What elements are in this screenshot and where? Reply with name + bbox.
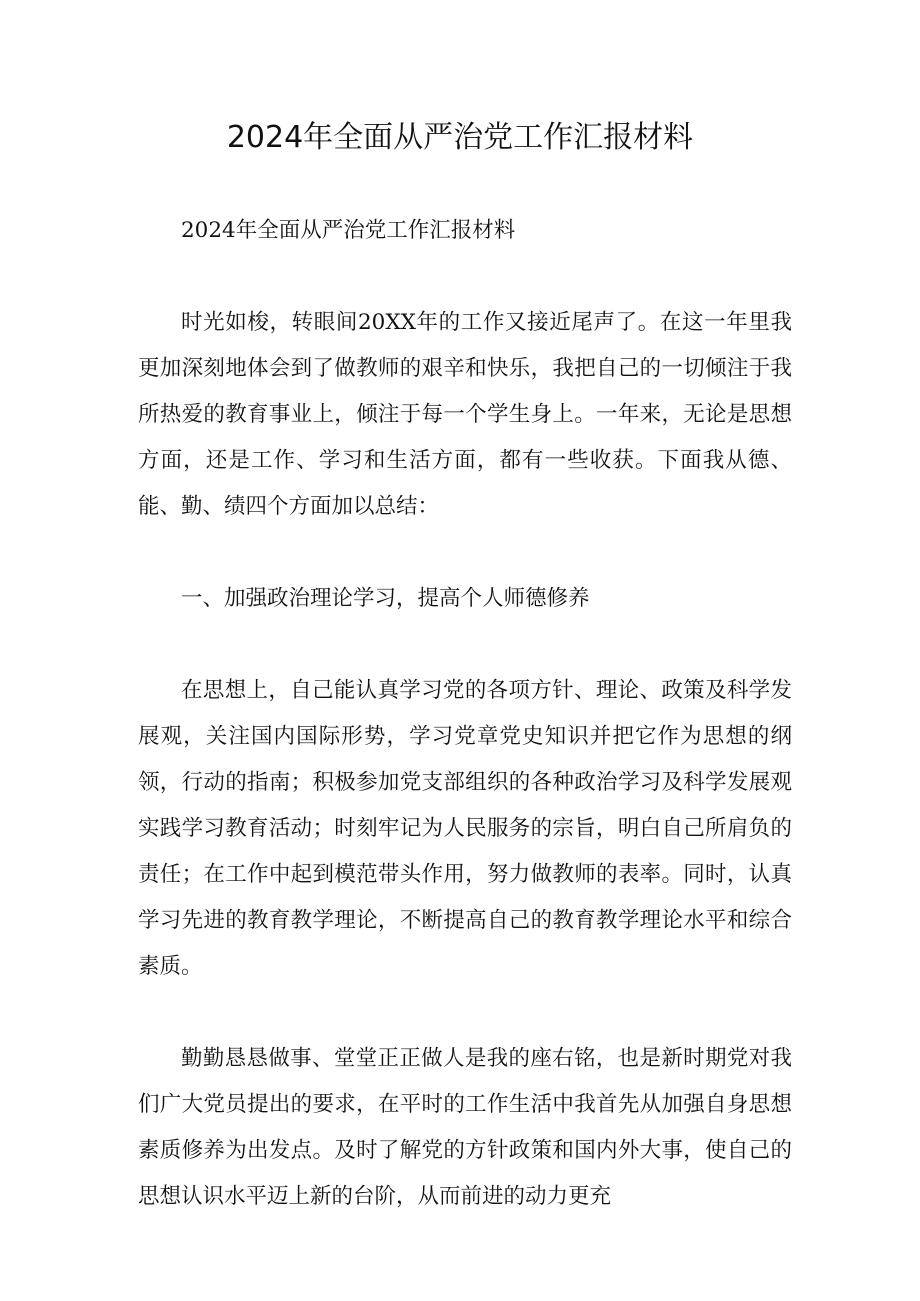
- paragraph-gap: [138, 622, 792, 668]
- page-title: 2024年全面从严治党工作汇报材料: [226, 120, 694, 155]
- paragraph-gap: [138, 530, 792, 576]
- paragraph-thought: 在思想上，自己能认真学习党的各项方针、理论、政策及科学发展观，关注国内国际形势，学习党章党史知识并把它作为思想的纲领，行动的指南；积极参加党支部组织的各种政治学习及科学发展观实践学习教育活动；时刻牢记为人民服务的宗旨，明白自己所肩负的责任；在工作中起到模范带头作用，努力做教师的表率。同时，认真学习先进的教育教学理论，不断提高自己的教育教学理论水平和综合素质。: [138, 678, 792, 979]
- paragraph-gap: [138, 254, 792, 300]
- paragraph-subtitle: 2024年全面从严治党工作汇报材料: [181, 218, 516, 243]
- paragraph-intro: 时光如梭，转眼间20XX年的工作又接近尾声了。在这一年里我更加深刻地体会到了做教师的艰辛和快乐，我把自己的一切倾注于我所热爱的教育事业上，倾注于每一个学生身上。一年来，无论是思想方面，还是工作、学习和生活方面，都有一些收获。下面我从德、能、勤、绩四个方面加以总结：: [138, 310, 792, 519]
- section-heading: 一、加强政治理论学习，提高个人师德修养: [181, 586, 590, 611]
- paragraph-motto: 勤勤恳恳做事、堂堂正正做人是我的座右铭，也是新时期党对我们广大党员提出的要求，在平时的工作生活中我首先从加强自身思想素质修养为出发点。及时了解党的方针政策和国内外大事，使自己的思想认识水平迈上新的台阶，从而前进的动力更充: [138, 1046, 792, 1209]
- paragraph-gap: [138, 990, 792, 1036]
- document-body: [138, 208, 792, 1220]
